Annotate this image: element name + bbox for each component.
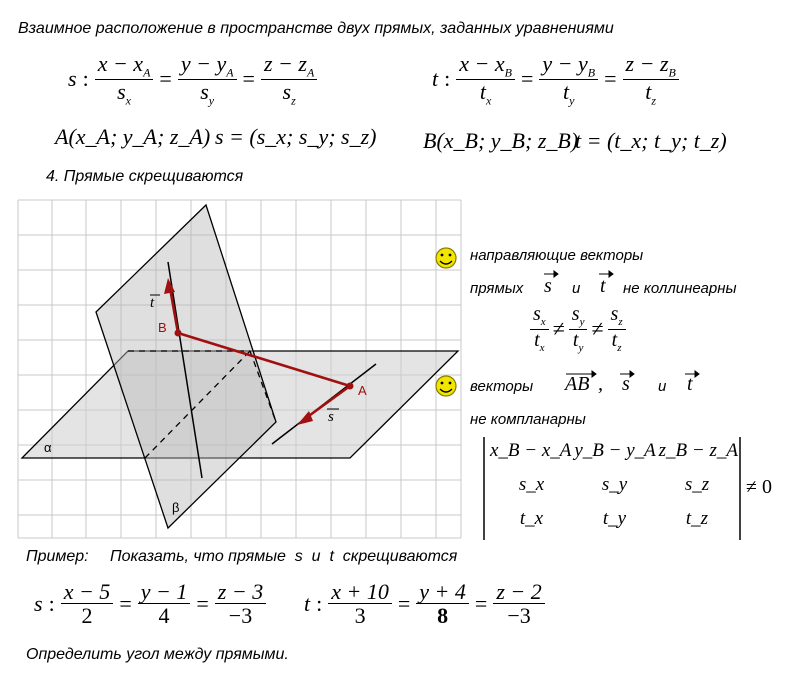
determinant-cell: t_z (685, 508, 709, 529)
numerator: x + 10 (328, 580, 392, 604)
subscript: z (617, 341, 622, 354)
numerator: y + 4 (416, 580, 469, 604)
determinant-cell: t_y (602, 508, 627, 529)
condition-1-suffix: не коллинеарны (623, 280, 737, 297)
label-beta: β (172, 500, 180, 515)
denominator: t (611, 328, 618, 351)
condition-2-ab: AB (565, 373, 590, 395)
subscript: z (291, 93, 296, 108)
condition-2-prefix: векторы (470, 378, 534, 395)
vector-s-coords: s = (s_x; s_y; s_z) (215, 124, 377, 149)
numerator: s (533, 303, 541, 325)
denominator: t (645, 78, 652, 104)
numerator: s (610, 303, 619, 325)
determinant-cell: s_x (518, 474, 545, 495)
numerator: y − 1 (138, 580, 191, 604)
determinant-cell: x_B − x_A (490, 440, 572, 461)
line-name: s (34, 590, 43, 616)
numerator: x − x (97, 51, 144, 76)
subscript: A (306, 65, 315, 80)
determinant-cell: z_B − z_A (658, 440, 738, 461)
point-b-coords: B(x_B; y_B; z_B) (423, 128, 579, 153)
example-label: Пример: (26, 548, 89, 565)
line-t-equation: t : $\frac{x - x_B}{t_x}$ = $\frac{y - y_B}{t_y}$ = $\frac{z - z_B}{t_z}$ (432, 52, 679, 107)
subscript: A (226, 65, 234, 80)
denominator: −3 (507, 603, 531, 629)
condition-2-line2: не компланарны (470, 411, 586, 428)
numerator: z − 3 (215, 580, 266, 604)
subscript: B (504, 65, 512, 80)
denominator: s (200, 78, 209, 104)
label-alpha: α (44, 440, 52, 455)
determinant-row (490, 508, 738, 542)
denominator: t (563, 78, 570, 104)
colon: : (444, 66, 451, 92)
label-s: s (328, 409, 334, 425)
condition-1-s: s (544, 275, 552, 297)
example-text: Показать, что прямые s и t скрещиваются (110, 548, 458, 565)
label-t: t (150, 295, 155, 311)
numerator: z − z (625, 51, 669, 76)
subscript: y (569, 93, 575, 108)
determinant-cell: t_x (519, 508, 544, 529)
ratio-inequality (530, 304, 626, 354)
subscript: y (578, 341, 584, 354)
condition-1-and: и (572, 280, 581, 297)
line-t-name: t (432, 66, 439, 92)
colon: : (82, 66, 89, 92)
line-s-name: s (68, 66, 77, 92)
condition-2-comma: , (598, 373, 603, 395)
not-equal: ≠ (552, 316, 565, 342)
determinant (490, 440, 738, 542)
determinant-row (490, 474, 738, 508)
denominator: t (534, 328, 540, 351)
colon: : (316, 590, 323, 616)
vector-t-coords: t = (t_x; t_y; t_z) (575, 128, 727, 153)
subscript: B (587, 65, 596, 80)
subscript: z (618, 316, 623, 328)
point-b (175, 330, 182, 337)
condition-1-prefix: прямых (470, 280, 524, 297)
subscript: A (143, 65, 151, 80)
denominator: −3 (228, 603, 253, 629)
denominator: 4 (158, 603, 170, 629)
colon: : (48, 590, 55, 616)
not-equal: ≠ (591, 316, 604, 342)
condition-2-and: и (658, 378, 667, 395)
denominator: 8 (437, 603, 449, 629)
determinant-cell: s_y (601, 474, 628, 495)
condition-1-t: t (600, 275, 606, 297)
subscript: x (540, 316, 546, 328)
condition-2-t: t (687, 373, 693, 395)
subscript: B (668, 65, 676, 80)
point-a-coords: A(x_A; y_A; z_A) (55, 124, 211, 149)
subscript: x (539, 341, 545, 354)
point-a (347, 383, 354, 390)
condition-1-line1: направляющие векторы (470, 247, 644, 264)
subscript: y (579, 316, 585, 328)
example-t-equation: t : $\frac{x + 10}{3}$ = $\frac{y + 4}{8}$ = $\frac{z - 2}{-3}$ (304, 580, 545, 627)
subscript: y (208, 93, 215, 108)
line-name: t (304, 590, 311, 616)
determinant-row (490, 440, 738, 474)
subscript: x (486, 93, 492, 108)
numerator: y − y (180, 51, 227, 76)
subscript: x (125, 93, 131, 108)
numerator: z − z (263, 51, 307, 76)
page-title: Взаимное расположение в пространстве двух прямых, заданных уравнениями (18, 20, 614, 37)
numerator: y − y (542, 51, 588, 76)
denominator: t (572, 328, 579, 351)
numerator: x − x (459, 51, 505, 76)
example-s-equation: s : $\frac{x - 5}{2}$ = $\frac{y - 1}{4}$ = $\frac{z - 3}{-3}$ (34, 580, 266, 627)
line-s-equation: s : $\frac{x - x_A}{s_x}$ = $\frac{y - y_A}{s_y}$ = $\frac{z - z_A}{s_z}$ (68, 52, 317, 107)
numerator: z − 2 (493, 580, 544, 604)
determinant-not-zero: ≠ 0 (746, 476, 772, 498)
determinant-cell: s_z (684, 474, 710, 495)
denominator: s (117, 78, 126, 104)
numerator: x − 5 (61, 580, 114, 604)
numerator: s (571, 303, 580, 325)
case-title: 4. Прямые скрещиваются (46, 168, 244, 185)
condition-2-s: s (622, 373, 630, 395)
denominator: 3 (354, 603, 366, 629)
denominator: s (282, 78, 292, 104)
smiley-icon (436, 248, 456, 268)
subscript: z (651, 93, 657, 108)
task-text: Определить угол между прямыми. (26, 646, 289, 663)
determinant-cell: y_B − y_A (574, 440, 656, 461)
denominator: t (479, 78, 486, 104)
label-a: A (358, 383, 367, 398)
denominator: 2 (81, 603, 93, 629)
smiley-icon (436, 376, 456, 396)
label-b: B (158, 320, 167, 335)
